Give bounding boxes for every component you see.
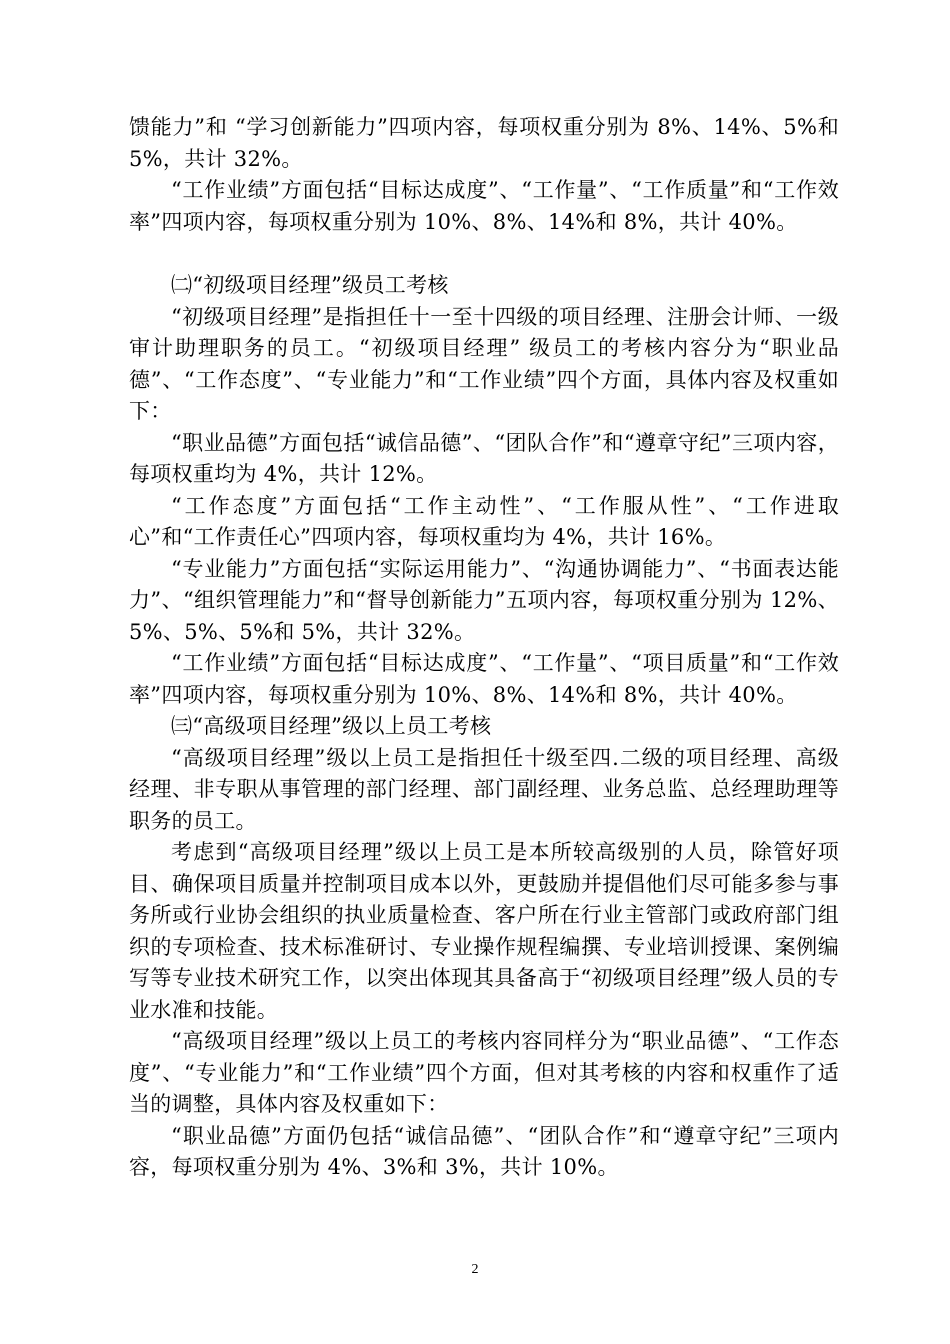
paragraph-junior-performance: “工作业绩”方面包括“目标达成度”、“工作量”、“项目质量”和“工作效率”四项内容，每项权重分别为 10%、8%、14%和 8%，共计 40%。 [129,651,839,707]
paragraph-junior-definition: “初级项目经理”是指担任十一至十四级的项目经理、注册会计师、一级审计助理职务的员工。“初级项目经理” 级员工的考核内容分为“职业品德”、“工作态度”、“专业能力”和“工作业绩”四个方面，具体内容及权重如下： [129,304,839,423]
paragraph-senior-definition: “高级项目经理”级以上员工是指担任十级至四.二级的项目经理、高级经理、非专职从事管理的部门经理、部门副经理、业务总监、总经理助理等职务的员工。 [129,745,839,833]
section-heading-senior-manager: ㈢“高级项目经理”级以上员工考核 [171,714,492,738]
page-number: 2 [471,1262,479,1277]
paragraph-senior-content: “高级项目经理”级以上员工的考核内容同样分为“职业品德”、“工作态度”、“专业能力”和“工作业绩”四个方面，但对其考核的内容和权重作了适当的调整，具体内容及权重如下： [129,1029,839,1116]
paragraph-senior-ethics: “职业品德”方面仍包括“诚信品德”、“团队合作”和“遵章守纪”三项内容，每项权重分别为 4%、3%和 3%，共计 10%。 [129,1123,839,1179]
section-spacer [129,238,839,270]
paragraph-work-performance: “工作业绩”方面包括“目标达成度”、“工作量”、“工作质量”和“工作效率”四项内容，每项权重分别为 10%、8%、14%和 8%，共计 40%。 [129,178,839,234]
paragraph-senior-considerations: 考虑到“高级项目经理”级以上员工是本所较高级别的人员，除管好项目、确保项目质量并控制项目成本以外，更鼓励并提倡他们尽可能多参与事务所或行业协会组织的执业质量检查、客户所在行业主管部门或政府部门组织的专项检查、技术标准研讨、专业操作规程编撰、专业培训授课、案例编写等专业技术研究工作，以突出体现其具备高于“初级项目经理”级人员的专业水准和技能。 [129,840,839,1022]
paragraph-junior-ability: “专业能力”方面包括“实际运用能力”、“沟通协调能力”、“书面表达能力”、“组织管理能力”和“督导创新能力”五项内容，每项权重分别为 12%、5%、5%、5%和 5%，共计 32%。 [129,556,839,644]
document-body [129,112,839,1184]
paragraph-continuation: 馈能力”和 “学习创新能力”四项内容，每项权重分别为 8%、14%、5%和 5%，共计 32%。 [129,115,839,171]
section-heading-junior-manager: ㈡“初级项目经理”级员工考核 [171,273,449,297]
paragraph-junior-attitude: “工作态度”方面包括“工作主动性”、“工作服从性”、“工作进取心”和“工作责任心”四项内容，每项权重均为 4%，共计 16%。 [129,493,839,549]
paragraph-junior-ethics: “职业品德”方面包括“诚信品德”、“团队合作”和“遵章守纪”三项内容，每项权重均为 4%，共计 12%。 [129,430,839,486]
